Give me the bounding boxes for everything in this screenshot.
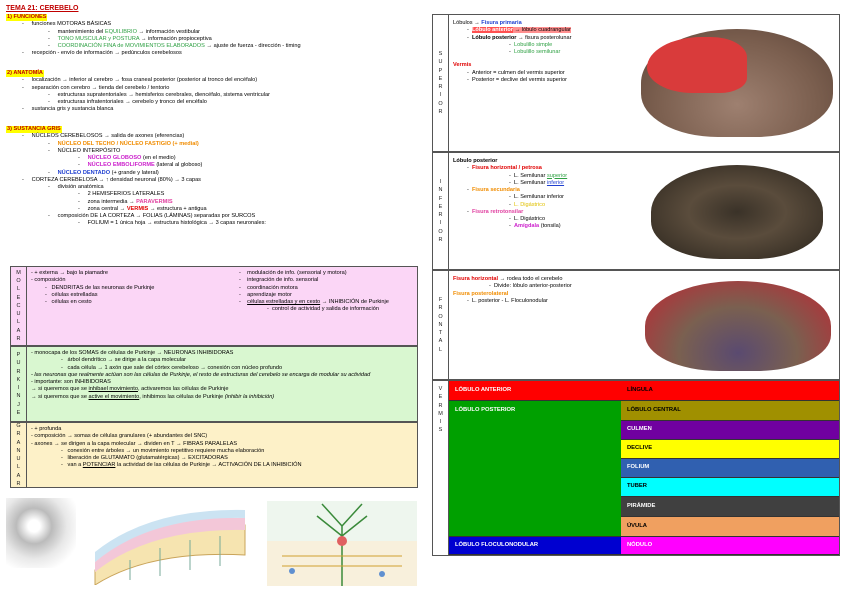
list-item: - estructuras supratentoriales → hemisferios cerebrales, diencéfalo, sistema ventricular — [48, 91, 270, 98]
inferior-notes: Lóbulo posterior - Fisura horizontal / petrosa - L. Semilunar superior - L. Semilunar inferior - Fisura secundaria - L. Semilunar inferior - L. Digástrico - Fisura retrotonsilar - L. Digástrico - Amígdala (tonsila) — [453, 158, 568, 230]
list-item: - CORTEZA CEREBELOSA → ↑ densidad neuronal (80%) → 3 capas — [22, 176, 201, 183]
vermis-uvula: ÚVULA — [621, 517, 839, 537]
list-item: - NÚCLEO EMBOLIFORME (lateral al globoso) — [78, 162, 203, 169]
molecular-composition: - + externa → bajo la piamadre - composición - DENDRITAS de las neuronas de Purkinje - células estrelladas - células en cesto — [31, 270, 155, 306]
molecular-layer-box — [10, 266, 418, 346]
purkinje-circuit-diagram — [262, 496, 422, 594]
vermis-lobe-anterior: LÓBULO ANTERIOR — [449, 381, 621, 401]
list-item: - NÚCLEOS CEREBELOSOS → salida de axones (eferencias) — [22, 133, 185, 140]
molecular-functions: - modulación de info. (sensorial y motora) - integración de info. sensorial - coordinación motora - aprendizaje motor - células estrelladas y en cesto → INHIBICIÓN de Purkinje - control de actividad y salida de información — [239, 270, 389, 313]
list-item: - TONO MUSCULAR y POSTURA → información propioceptiva — [48, 35, 212, 42]
vermis-nodulo: NÓDULO — [621, 537, 839, 555]
anterior-lobe-highlight — [647, 37, 747, 93]
list-item: - separación con cerebro → tienda del cerebelo / tentorio — [22, 84, 170, 91]
list-item: - COORDINACIÓN FINA de MOVIMIENTOS ELABORADOS → ajuste de fuerza - dirección - timing — [48, 43, 301, 50]
list-item: - composición DE LA CORTEZA → FOLIAS (LÁMINAS) separadas por SURCOS — [48, 213, 256, 220]
superior-notes: Lóbulos → Fisura primaria - Lóbulo anterior → lóbulo cuadrangular - Lóbulo posterior → fisura posterolunar - Lobulillo simple - Lobulillo semilunar Vermis - Anterior = culmen del vermis superior - Posterior = declive del vermis superior — [453, 20, 572, 83]
inferior-label: I N F E R I O R — [433, 153, 449, 269]
section-sustancia-gris — [6, 126, 426, 228]
section-heading: 3) SUSTANCIA GRIS — [7, 126, 61, 132]
list-item: - localización → inferior al cerebro → fosa craneal posterior (posterior al tronco del encéfalo) — [22, 77, 258, 84]
purkinje-label: P U R K I N J E — [11, 347, 27, 421]
purkinje-layer-box — [10, 346, 418, 422]
vermis-piramide: PIRÁMIDE — [621, 497, 839, 517]
vermis-lobe-floculonodular: LÓBULO FLOCULONODULAR — [449, 537, 621, 555]
vermis-declive: DECLIVE — [621, 440, 839, 459]
list-item: - zona intermedia → PARAVERMIS — [78, 198, 173, 205]
list-item: - sustancia gris y sustancia blanca — [22, 106, 114, 113]
vermis-label: V E R M I S — [433, 381, 449, 555]
vermis-lobe-posterior: LÓBULO POSTERIOR — [449, 401, 621, 537]
granular-content: - + profunda - composición → somas de células granulares (+ abundantes del SNC) - axones → se dirigen a la capa molecular → dividen en T → FIBRAS PARALELAS - conexión entre árboles → un movimiento repetitivo requiere mucha elaboración - liberación de GLUTAMATO (glutamatérgicas) → EXCITADORAS - van a POTENCIAR la actividad de las células de Purkinje → ACTIVACIÓN DE LA INHIBICIÓN — [31, 426, 302, 469]
section-anatomia — [6, 70, 426, 114]
frontal-notes: Fisura horizontal → rodea todo el cerebelo - Divide: lóbulo anterior-posterior Fisura posterolateral - L. posterior - L. Floculonodular — [453, 276, 572, 304]
cerebellum-inferior-image — [651, 165, 823, 259]
superior-view-panel — [432, 14, 840, 152]
frontal-label: F R O N T A L — [433, 271, 449, 379]
vermis-lingula: LÍNGULA — [621, 381, 839, 401]
cortex-layers-diagram — [90, 500, 250, 585]
list-item: - NÚCLEO INTERPÓSITO — [48, 147, 121, 154]
granular-layer-box — [10, 422, 418, 488]
superior-label: S U P E R I O R — [433, 15, 449, 151]
section-heading: 1) FUNCIONES — [7, 14, 47, 20]
list-item: - estructuras infratentoriales → cerebelo y tronco del encéfalo — [48, 99, 207, 106]
section-funciones — [6, 14, 426, 58]
vermis-lobulo-central: LÓBULO CENTRAL — [621, 401, 839, 421]
list-item: - recepción - envío de información → pedúnculos cerebelosos — [22, 50, 182, 57]
section-heading: 2) ANATOMÍA — [7, 70, 43, 76]
list-item: - zona central → VERMIS → estructura + antigua — [78, 205, 207, 212]
list-item: - 2 HEMISFERIOS LATERALES — [78, 191, 165, 198]
vermis-culmen: CULMEN — [621, 421, 839, 440]
cerebellum-frontal-image — [645, 281, 831, 371]
vermis-tuber: TUBER — [621, 478, 839, 497]
granular-label: G R A N U L A R — [11, 423, 27, 487]
list-item: - NÚCLEO GLOBOSO (en el medio) — [78, 155, 176, 162]
histology-micrograph-image — [6, 498, 76, 568]
list-item: - NÚCLEO DEL TECHO / NÚCLEO FASTIGIO (+ medial) — [48, 140, 199, 147]
page-title: TEMA 21: CEREBELO — [6, 5, 79, 12]
list-item: - mantenimiento del EQUILIBRIO → información vestibular — [48, 28, 201, 35]
list-item: - funciones MOTORAS BÁSICAS — [22, 21, 112, 28]
list-item: - NÚCLEO DENTADO (+ grande y lateral) — [48, 169, 159, 176]
inferior-view-panel — [432, 152, 840, 270]
purkinje-content: - monocapa de los SOMAS de células de Purkinje → NEURONAS INHIBIDORAS - árbol dendrítico → se dirige a la capa molecular - cada célula → 1 axón que sale del córtex cerebeloso → conexión con núcleo profundo - las neuronas que realmente actúan son las células de Purkinje, el resto de estructuras del cerebelo se encarga de modular su actividad - importante: son INHIBIDORAS → si queremos que se inhibael movimiento, activaremos las células de Purkinje → si queremos que se active el movimiento, inhibimos las células de Purkinje (inhibir la inhibición) — [31, 350, 371, 400]
vermis-panel — [432, 380, 840, 556]
molecular-label: M O L E C U L A R — [11, 267, 27, 345]
list-item: - FOLIUM = 1 única hoja → estructura histológica → 3 capas neuronales: — [78, 220, 266, 227]
vermis-folium: FOLIUM — [621, 459, 839, 478]
frontal-view-panel — [432, 270, 840, 380]
list-item: - división anatómica — [48, 184, 104, 191]
